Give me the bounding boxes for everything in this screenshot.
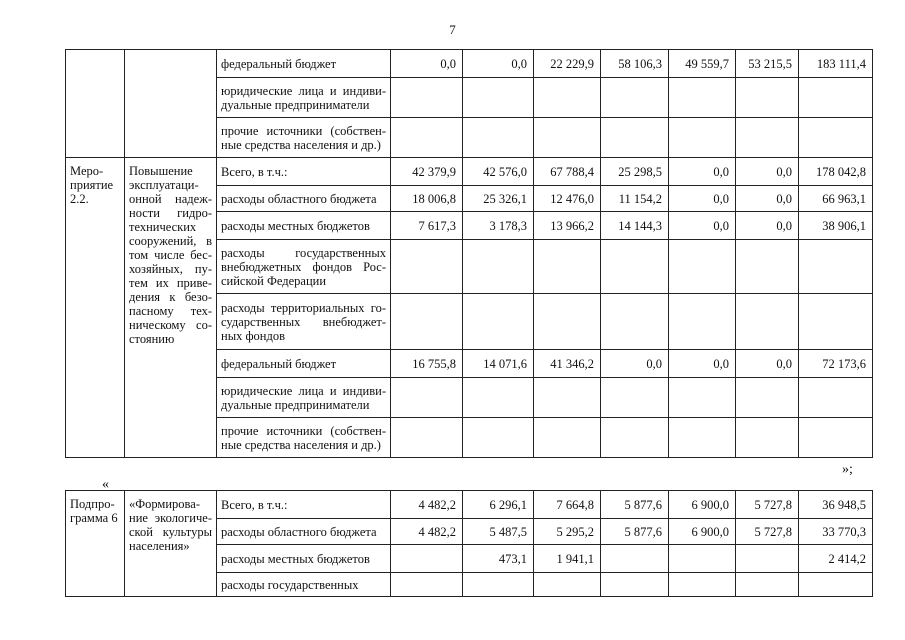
- value-cell: [601, 294, 669, 350]
- value-cell: 72 173,6: [799, 350, 873, 378]
- value-cell: 0,0: [736, 158, 799, 186]
- value-cell: [391, 118, 463, 158]
- value-cell: [799, 240, 873, 294]
- value-cell: [391, 418, 463, 458]
- value-cell: [534, 240, 601, 294]
- row-code-empty: [66, 50, 125, 158]
- row-name-empty: [125, 50, 217, 158]
- value-cell: [601, 573, 669, 597]
- value-cell: 25 326,1: [463, 186, 534, 212]
- value-cell: [601, 378, 669, 418]
- value-cell: 25 298,5: [601, 158, 669, 186]
- table-row: [66, 491, 873, 519]
- value-cell: [669, 78, 736, 118]
- value-cell: 41 346,2: [534, 350, 601, 378]
- value-cell: [534, 378, 601, 418]
- value-cell: [463, 378, 534, 418]
- value-cell: 5 727,8: [736, 491, 799, 519]
- value-cell: 36 948,5: [799, 491, 873, 519]
- value-cell: 42 576,0: [463, 158, 534, 186]
- value-cell: [669, 418, 736, 458]
- value-cell: 6 900,0: [669, 519, 736, 545]
- value-cell: [463, 240, 534, 294]
- source-label: юридические лица и индиви-дуальные предприниматели: [217, 78, 391, 118]
- value-cell: 2 414,2: [799, 545, 873, 573]
- value-cell: 4 482,2: [391, 519, 463, 545]
- value-cell: [799, 118, 873, 158]
- value-cell: 6 900,0: [669, 491, 736, 519]
- value-cell: 14 144,3: [601, 212, 669, 240]
- source-label: Всего, в т.ч.:: [217, 491, 391, 519]
- value-cell: [534, 573, 601, 597]
- subprogram-code: Подпро-грамма 6: [66, 491, 125, 597]
- value-cell: [669, 573, 736, 597]
- value-cell: 53 215,5: [736, 50, 799, 78]
- value-cell: [799, 378, 873, 418]
- value-cell: [601, 418, 669, 458]
- budget-table-measure-2-2: [65, 49, 873, 458]
- value-cell: 5 877,6: [601, 491, 669, 519]
- value-cell: [601, 545, 669, 573]
- value-cell: [463, 118, 534, 158]
- value-cell: [601, 118, 669, 158]
- value-cell: 3 178,3: [463, 212, 534, 240]
- value-cell: 178 042,8: [799, 158, 873, 186]
- source-label: юридические лица и индиви-дуальные предприниматели: [217, 378, 391, 418]
- value-cell: 5 487,5: [463, 519, 534, 545]
- value-cell: [534, 294, 601, 350]
- value-cell: [601, 78, 669, 118]
- source-label: федеральный бюджет: [217, 50, 391, 78]
- value-cell: [391, 78, 463, 118]
- value-cell: [669, 118, 736, 158]
- subprogram-name: «Формирова-ние экологиче-ской культуры населения»: [125, 491, 217, 597]
- source-label: расходы местных бюджетов: [217, 212, 391, 240]
- source-label: расходы территориальных го-сударственных внебюджет-ных фондов: [217, 294, 391, 350]
- value-cell: [736, 118, 799, 158]
- value-cell: 58 106,3: [601, 50, 669, 78]
- source-label: расходы местных бюджетов: [217, 545, 391, 573]
- value-cell: 5 727,8: [736, 519, 799, 545]
- value-cell: 33 770,3: [799, 519, 873, 545]
- value-cell: [391, 240, 463, 294]
- value-cell: 0,0: [736, 212, 799, 240]
- value-cell: 183 111,4: [799, 50, 873, 78]
- budget-table-subprogram-6: [65, 490, 873, 597]
- measure-name: Повышение эксплуатаци-онной надеж-ности гидро-технических сооружений, в том числе бес-хозяйных, пу-тем их приве-дения к безо-пасному тех-ническому со-стоянию: [125, 158, 217, 458]
- value-cell: 6 296,1: [463, 491, 534, 519]
- value-cell: 0,0: [601, 350, 669, 378]
- value-cell: 16 755,8: [391, 350, 463, 378]
- source-label: Всего, в т.ч.:: [217, 158, 391, 186]
- source-label: расходы государственных: [217, 573, 391, 597]
- value-cell: [463, 78, 534, 118]
- value-cell: [799, 573, 873, 597]
- value-cell: [534, 118, 601, 158]
- value-cell: [669, 240, 736, 294]
- source-label: прочие источники (собствен-ные средства населения и др.): [217, 118, 391, 158]
- value-cell: 0,0: [669, 350, 736, 378]
- table-row: [66, 50, 873, 78]
- value-cell: 11 154,2: [601, 186, 669, 212]
- value-cell: [669, 378, 736, 418]
- value-cell: [391, 294, 463, 350]
- value-cell: 13 966,2: [534, 212, 601, 240]
- value-cell: 0,0: [736, 186, 799, 212]
- value-cell: 4 482,2: [391, 491, 463, 519]
- value-cell: [463, 573, 534, 597]
- value-cell: [736, 78, 799, 118]
- value-cell: 14 071,6: [463, 350, 534, 378]
- value-cell: 7 664,8: [534, 491, 601, 519]
- table-row: [66, 158, 873, 186]
- value-cell: 473,1: [463, 545, 534, 573]
- value-cell: 5 877,6: [601, 519, 669, 545]
- value-cell: [391, 573, 463, 597]
- value-cell: 0,0: [669, 212, 736, 240]
- value-cell: [463, 418, 534, 458]
- value-cell: 67 788,4: [534, 158, 601, 186]
- value-cell: [391, 378, 463, 418]
- value-cell: 7 617,3: [391, 212, 463, 240]
- value-cell: 5 295,2: [534, 519, 601, 545]
- value-cell: [391, 545, 463, 573]
- source-label: расходы государственных внебюджетных фондов Рос-сийской Федерации: [217, 240, 391, 294]
- value-cell: 42 379,9: [391, 158, 463, 186]
- value-cell: [736, 240, 799, 294]
- value-cell: 49 559,7: [669, 50, 736, 78]
- value-cell: 0,0: [669, 186, 736, 212]
- value-cell: [736, 545, 799, 573]
- value-cell: 0,0: [669, 158, 736, 186]
- value-cell: 22 229,9: [534, 50, 601, 78]
- source-label: расходы областного бюджета: [217, 519, 391, 545]
- value-cell: [669, 545, 736, 573]
- value-cell: [736, 294, 799, 350]
- value-cell: [736, 418, 799, 458]
- value-cell: [601, 240, 669, 294]
- value-cell: 0,0: [391, 50, 463, 78]
- value-cell: 1 941,1: [534, 545, 601, 573]
- source-label: прочие источники (собствен-ные средства населения и др.): [217, 418, 391, 458]
- value-cell: 0,0: [463, 50, 534, 78]
- value-cell: [736, 378, 799, 418]
- value-cell: [799, 418, 873, 458]
- value-cell: [799, 78, 873, 118]
- value-cell: 38 906,1: [799, 212, 873, 240]
- source-label: расходы областного бюджета: [217, 186, 391, 212]
- value-cell: [463, 294, 534, 350]
- source-label: федеральный бюджет: [217, 350, 391, 378]
- closing-quote: »;: [842, 462, 853, 477]
- measure-code: Меро-приятие 2.2.: [66, 158, 125, 458]
- value-cell: [799, 294, 873, 350]
- value-cell: 12 476,0: [534, 186, 601, 212]
- page-number: 7: [449, 22, 456, 37]
- value-cell: [534, 418, 601, 458]
- value-cell: [669, 294, 736, 350]
- value-cell: [736, 573, 799, 597]
- value-cell: 18 006,8: [391, 186, 463, 212]
- value-cell: 0,0: [736, 350, 799, 378]
- value-cell: [534, 78, 601, 118]
- opening-quote: «: [102, 477, 109, 492]
- value-cell: 66 963,1: [799, 186, 873, 212]
